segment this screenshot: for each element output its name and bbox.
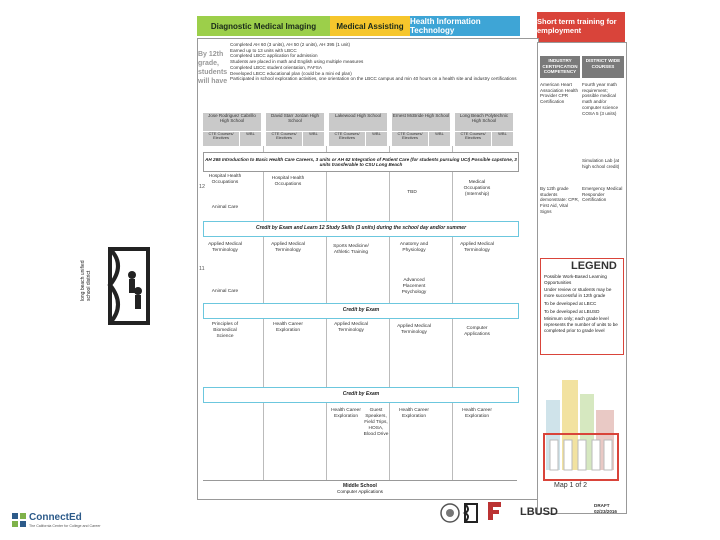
grid-cell: Applied Medical Terminology xyxy=(397,324,431,335)
legend-item: Possible Work-Based Learning Opportunities xyxy=(544,274,607,285)
school-lakewood: Lakewood High School xyxy=(329,113,387,131)
grid-cell: Principles of Biomedical Science xyxy=(211,322,239,339)
connected-name: ConnectEd xyxy=(29,512,82,523)
sidebar-course-emr: Emergency Medical Responder Certification xyxy=(582,186,623,203)
seal-icon xyxy=(440,502,460,524)
subhead-wbl: WBL xyxy=(429,132,450,146)
intro-bullet: Participated in school exploration activities, one orientation on the LBCC campus and min 40 hours on a health site and industry certifications xyxy=(230,76,517,82)
tab-diagnostic-imaging: Diagnostic Medical Imaging xyxy=(197,16,330,36)
grid-cell: Guest Speakers, Field Trips, HOSA, Blood Drive xyxy=(363,408,389,437)
sidebar-col1-head: INDUSTRY CERTIFICATION COMPETENCY xyxy=(540,56,580,78)
middle-school-box xyxy=(203,480,517,497)
connected-tagline: The California Center for College and Career xyxy=(29,524,101,528)
grid-cell: Health Career Exploration xyxy=(399,408,429,419)
sidebar-col2-head: DISTRICT WIDE COURSES xyxy=(582,56,624,78)
grid-cell: Advanced Placement Psychology xyxy=(401,278,427,295)
tab-medical-assisting: Medical Assisting xyxy=(330,16,410,36)
grid-cell: Applied Medical Terminology xyxy=(271,242,305,253)
band-credit-by-exam: Credit by Exam xyxy=(203,387,519,403)
grid-cell: Computer Applications xyxy=(464,326,490,337)
subhead-cte: CTE Courses/ Electives xyxy=(203,132,239,146)
subhead-wbl: WBL xyxy=(240,132,261,146)
district-small-logo-icon xyxy=(462,502,480,524)
band-intro-health-care: AH 265 Introduction to Basic Health Care Careers, 3 units or AH 62 Integration of Patient Care (for students pursuing UCI) Possible capstone, 3 units transferable to CSU Long Beach xyxy=(203,152,519,172)
grid-cell: Applied Medical Terminology xyxy=(208,242,242,253)
grade-label-11: 11 xyxy=(199,266,205,272)
legend-title: LEGEND xyxy=(571,260,617,272)
grid-cell: Medical Occupations (Internship) xyxy=(463,180,491,197)
grid-cell: TBD xyxy=(407,190,417,195)
legend-box xyxy=(540,258,624,355)
draft-label: DRAFT 02/23/2016 xyxy=(594,503,617,514)
intro-bullet: Completed LBCC student orientation, FAFSA xyxy=(230,64,322,70)
map-label: Map 1 of 2 xyxy=(554,482,588,489)
intro-bullet: Completed LBCC application for admission xyxy=(230,53,318,59)
footer-logos xyxy=(440,500,590,526)
grid-cell: Animal Care xyxy=(211,205,239,210)
district-logo xyxy=(80,245,152,327)
band-credit-by-exam: Credit by Exam xyxy=(203,303,519,319)
sidebar-course-math: Fourth year math requirement; possible medical math and/or computer science COSA 5 (3 units) xyxy=(582,82,619,116)
college-logo-icon xyxy=(484,500,504,524)
subhead-wbl: WBL xyxy=(303,132,324,146)
subhead-cte: CTE Courses/ Electives xyxy=(392,132,428,146)
intro-bullet: Earned up to 13 units with LBCC xyxy=(230,47,297,53)
subhead-cte: CTE Courses/ Electives xyxy=(329,132,365,146)
district-name: long beach unified school district xyxy=(80,260,92,301)
grid-cell: Sports Medicine/ Athletic Training xyxy=(333,244,369,255)
school-cabrillo: Jose Rodriguez Cabrillo High School xyxy=(203,113,261,131)
subhead-wbl: WBL xyxy=(492,132,513,146)
legend-item: Under review or students may be more successful in 12th grade xyxy=(544,287,612,299)
subhead-cte: CTE Courses/ Electives xyxy=(455,132,491,146)
connected-logo xyxy=(12,511,122,535)
grid-cell: Applied Medical Terminology xyxy=(460,242,494,253)
district-logo-mark xyxy=(96,245,152,327)
subhead-cte: CTE Courses/ Electives xyxy=(266,132,302,146)
tab-health-info-tech: Health Information Technology xyxy=(410,16,520,36)
school-jordan: David Starr Jordan High School xyxy=(266,113,324,131)
school-poly: Long Beach Polytechnic High School xyxy=(455,113,513,131)
grade-label-12: 12 xyxy=(199,184,205,190)
intro-bullets xyxy=(230,42,530,82)
grid-cell: Animal Care xyxy=(211,289,239,294)
legend-item: To be developed at LBUSD xyxy=(544,308,600,314)
subhead-wbl: WBL xyxy=(366,132,387,146)
sidebar-course-sim: Simulation Lab (at high school credit) xyxy=(582,158,620,169)
intro-bullet: Completed AH 60 (3 units), AH 50 (2 units), AH 395 (1 unit) xyxy=(230,42,351,47)
school-mcbride: Ernest McBride High School xyxy=(392,113,450,131)
grid-cell: Health Career Exploration xyxy=(462,408,492,419)
grid-cell: Health Career Exploration xyxy=(273,322,303,333)
legend-item: To be developed at LBCC xyxy=(544,300,597,306)
grid-cell: Anatomy and Physiology xyxy=(399,242,429,253)
grid-cell: Hospital Health Occupations xyxy=(271,176,305,187)
grid-cell: Health Career Exploration xyxy=(331,408,361,419)
intro-bullet: Developed LBCC educational plan (could be a mini ed plan) xyxy=(230,70,352,76)
building-illustration xyxy=(540,360,622,500)
tab-short-term-training: Short term training for employment xyxy=(537,12,625,42)
sidebar-cert-cpr: American Heart Association Health Provider CPR Certification xyxy=(540,82,579,105)
grid-cell: Applied Medical Terminology xyxy=(334,322,368,333)
intro-bullet: Students are placed in math and English using multiple measures xyxy=(230,59,364,65)
middle-school-course: Computer Applications xyxy=(337,489,383,494)
map-thumbnail xyxy=(540,360,622,500)
middle-school-title: Middle School xyxy=(343,483,377,489)
grid-cell: Hospital Health Occupations xyxy=(208,174,242,185)
connected-grid-icon xyxy=(12,513,26,527)
sidebar-cert-skills: By 12th grade students demonstrate: CPR, First Aid, Vital Signs xyxy=(540,186,580,214)
band-credit-by-exam: Credit by Exam and Learn 12 Study Skills (3 units) during the school day and/or summer xyxy=(203,221,519,237)
intro-side-label: By 12th grade, students will have xyxy=(198,51,228,86)
footer-lbusd: LBUSD xyxy=(520,506,558,518)
legend-item: Minimum only; each grade level represents the number of units to be completed prior to grade level xyxy=(544,316,618,333)
